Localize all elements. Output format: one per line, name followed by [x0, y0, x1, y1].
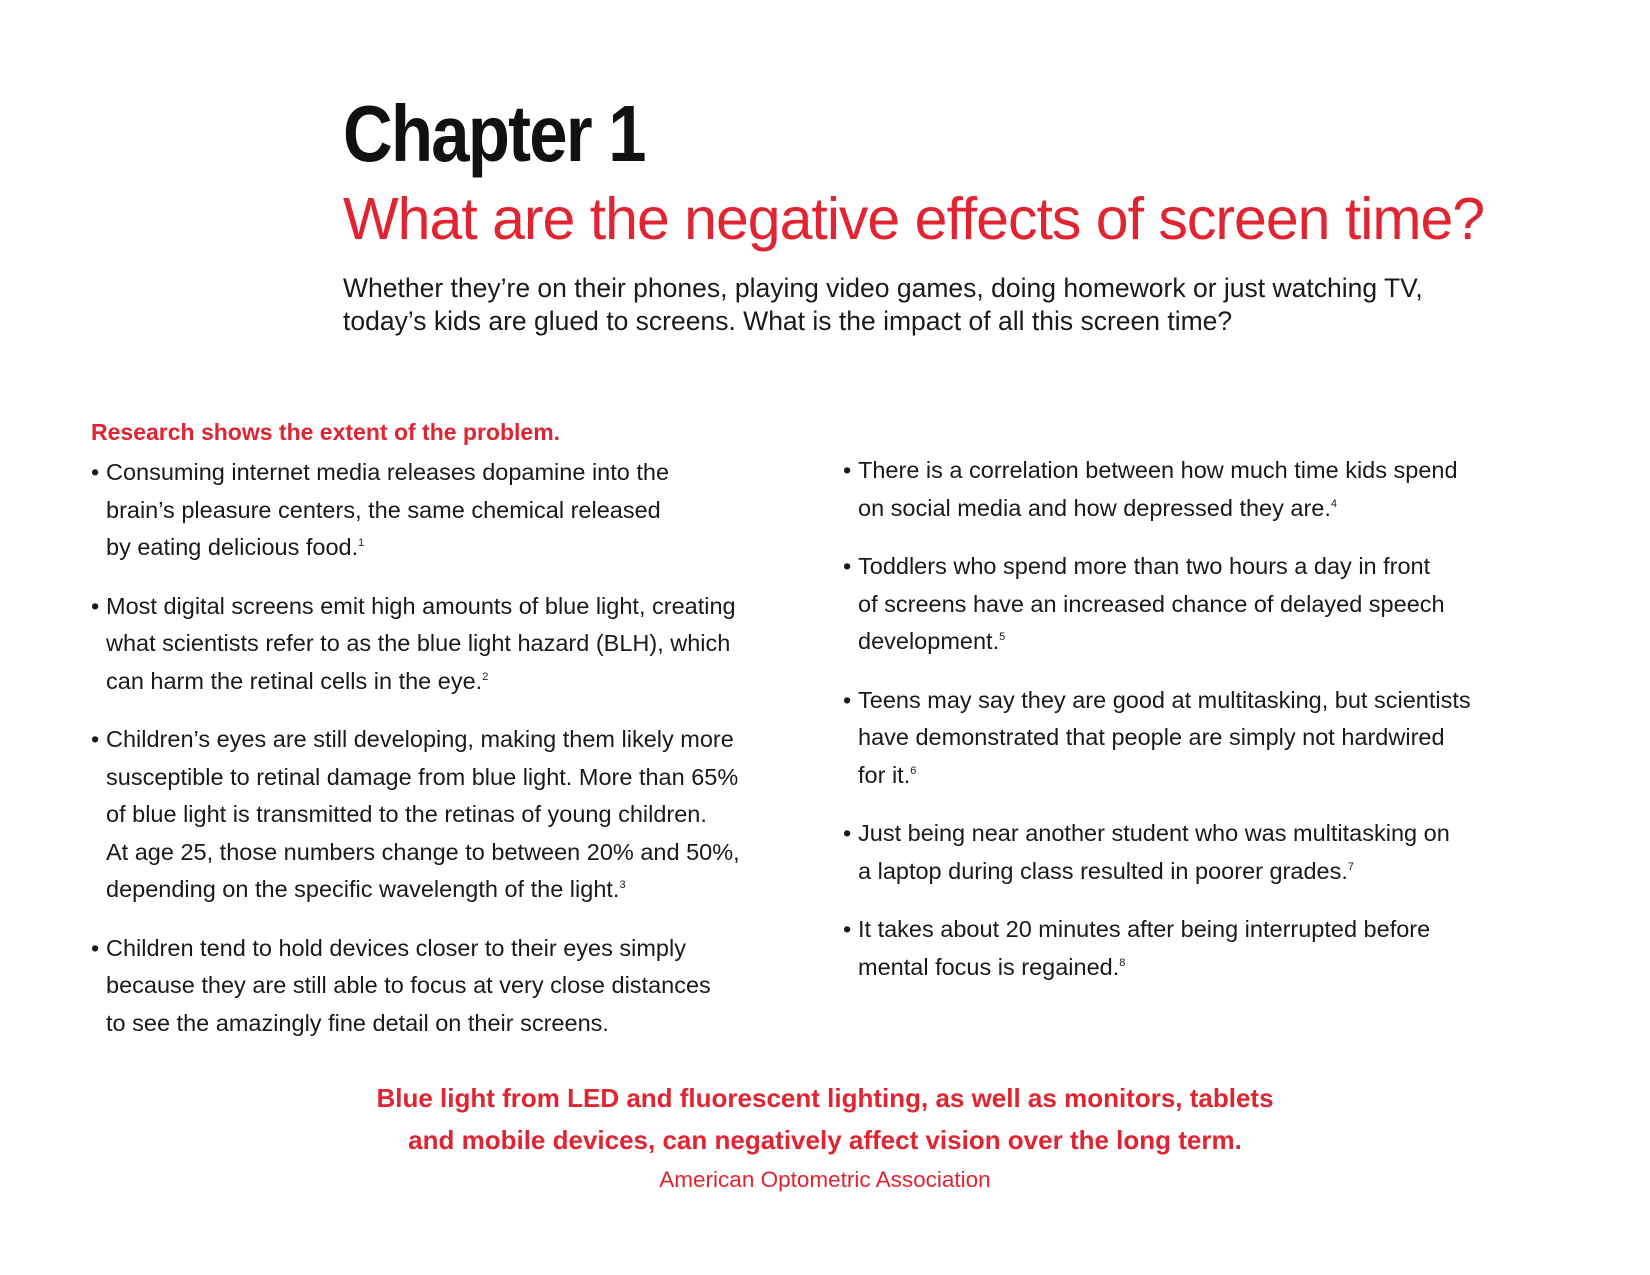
- quote-line: and mobile devices, can negatively affect vision over the long term.: [408, 1125, 1242, 1155]
- bullet-line: have demonstrated that people are simply not hardwired: [858, 724, 1445, 750]
- bullet-item: [91, 588, 811, 701]
- bullet-dot: •: [843, 916, 852, 942]
- bullet-line: There is a correlation between how much time kids spend: [858, 457, 1458, 483]
- bullet-line: brain’s pleasure centers, the same chemical released: [106, 496, 661, 523]
- chapter-header: [343, 88, 1593, 338]
- footnote-ref: 4: [1330, 497, 1338, 510]
- bullet-item: [843, 452, 1563, 527]
- bullet-dot: •: [91, 459, 100, 485]
- footnote-ref: 1: [358, 537, 365, 549]
- bullet-line: It takes about 20 minutes after being interrupted before: [858, 916, 1431, 942]
- bullet-item: [843, 548, 1563, 661]
- intro-paragraph: [343, 272, 1593, 338]
- left-bullet-list: [91, 454, 811, 1042]
- bullet-dot: •: [843, 686, 852, 713]
- footnote-ref: 6: [910, 764, 917, 777]
- bullet-line: because they are still able to focus at very close distances: [106, 972, 711, 998]
- bullet-line: Toddlers who spend more than two hours a day in front: [858, 553, 1431, 579]
- bullet-line: of blue light is transmitted to the retinas of young children.: [106, 801, 707, 827]
- bullet-line: to see the amazingly fine detail on their screens.: [106, 1009, 609, 1036]
- bullet-item: [91, 454, 811, 567]
- bullet-line: what scientists refer to as the blue light hazard (BLH), which: [106, 630, 731, 656]
- bullet-line: Teens may say they are good at multitasking, but scientists: [858, 686, 1471, 713]
- bullet-line: depending on the specific wavelength of the light.: [106, 876, 620, 902]
- right-bullet-list: [843, 452, 1563, 986]
- chapter-title: Chapter 1: [343, 89, 645, 178]
- intro-line: Whether they’re on their phones, playing video games, doing homework or just watching TV,: [343, 273, 1423, 303]
- bullet-line: mental focus is regained.: [858, 953, 1120, 980]
- bullet-line: on social media and how depressed they are.: [858, 494, 1331, 521]
- pull-quote: [0, 1077, 1650, 1197]
- bullet-dot: •: [91, 592, 100, 619]
- footnote-ref: 2: [482, 670, 489, 683]
- bullet-line: by eating delicious food.: [106, 534, 359, 560]
- chapter-subtitle: What are the negative effects of screen time?: [343, 186, 1485, 252]
- bullet-line: Most digital screens emit high amounts of blue light, creating: [106, 592, 736, 619]
- bullet-line: Children’s eyes are still developing, making them likely more: [106, 726, 734, 752]
- bullet-dot: •: [843, 820, 852, 846]
- bullet-line: susceptible to retinal damage from blue light. More than 65%: [106, 763, 739, 790]
- bullet-line: for it.: [858, 761, 911, 788]
- quote-line: Blue light from LED and fluorescent lighting, as well as monitors, tablets: [376, 1083, 1274, 1113]
- bullet-item: [843, 911, 1563, 986]
- bullet-line: of screens have an increased chance of delayed speech: [858, 590, 1445, 617]
- quote-text: [0, 1077, 1650, 1161]
- right-column: [843, 452, 1563, 1007]
- intro-line: today’s kids are glued to screens. What is the impact of all this screen time?: [343, 306, 1233, 336]
- quote-source: American Optometric Association: [659, 1167, 991, 1192]
- bullet-line: At age 25, those numbers change to between 20% and 50%,: [106, 838, 740, 865]
- bullet-item: [91, 721, 811, 909]
- footnote-ref: 5: [999, 631, 1006, 643]
- bullet-item: [91, 930, 811, 1043]
- bullet-dot: •: [843, 457, 852, 483]
- bullet-line: Children tend to hold devices closer to their eyes simply: [106, 934, 686, 961]
- bullet-line: Just being near another student who was multitasking on: [858, 820, 1450, 846]
- bullet-line: a laptop during class resulted in poorer grades.: [858, 857, 1348, 884]
- bullet-dot: •: [843, 553, 852, 579]
- left-column: [91, 415, 811, 1063]
- bullet-dot: •: [91, 934, 100, 961]
- footnote-ref: 8: [1119, 956, 1126, 969]
- bullet-item: [843, 815, 1563, 890]
- section-heading: Research shows the extent of the problem.: [91, 419, 561, 445]
- bullet-line: development.: [858, 628, 1000, 654]
- footnote-ref: 7: [1347, 860, 1354, 873]
- bullet-line: Consuming internet media releases dopamine into the: [106, 459, 670, 485]
- bullet-dot: •: [91, 726, 100, 752]
- bullet-item: [843, 682, 1563, 795]
- footnote-ref: 3: [619, 879, 626, 891]
- bullet-line: can harm the retinal cells in the eye.: [106, 667, 483, 694]
